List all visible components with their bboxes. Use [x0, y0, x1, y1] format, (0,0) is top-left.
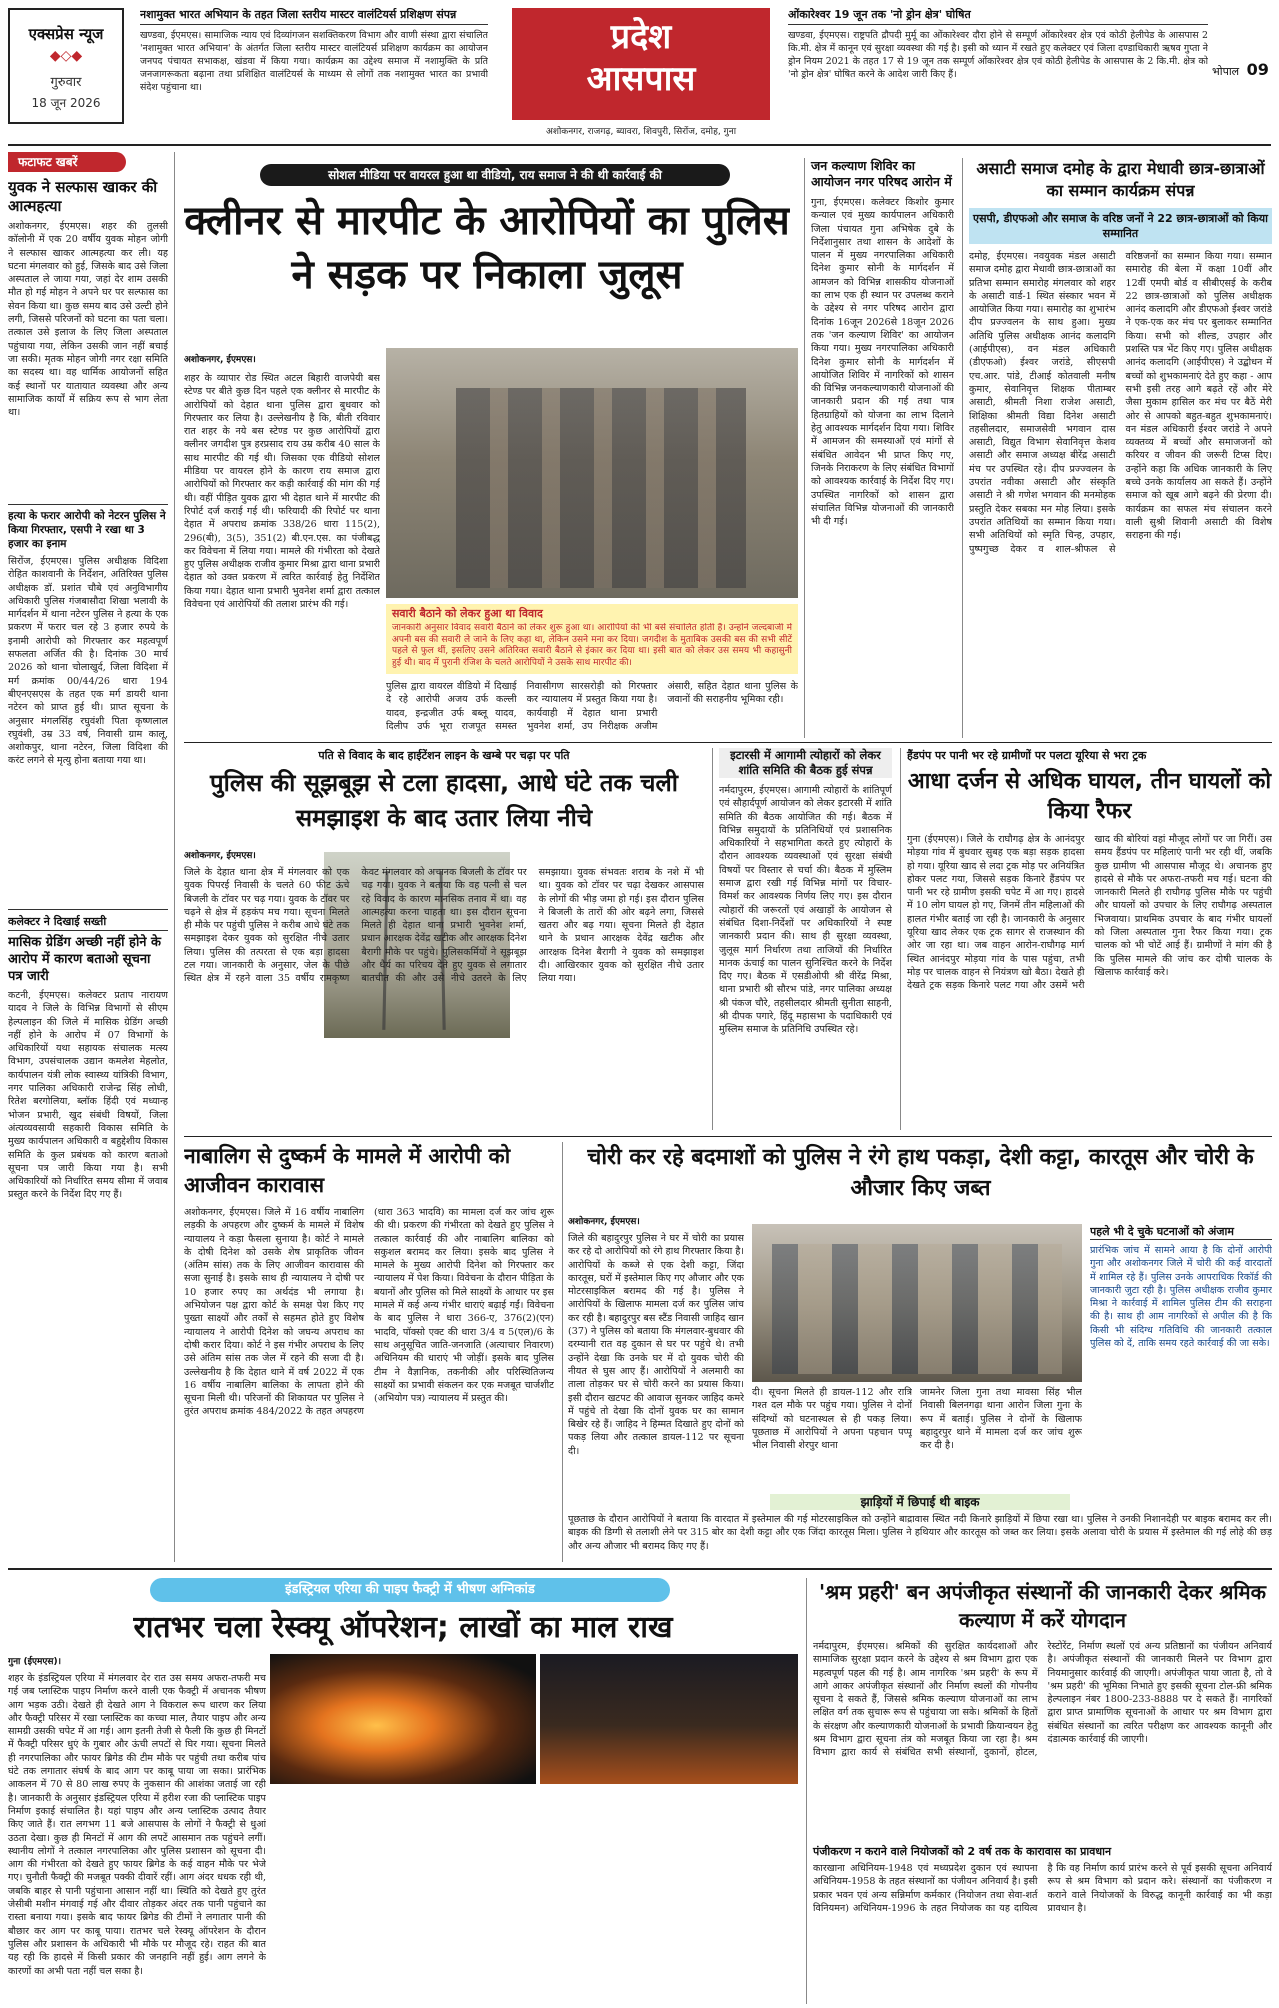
theft-headline: चोरी कर रहे बदमाशों को पुलिस ने रंगे हाथ पकड़ा, देशी कट्टा, कारतूस और चोरी के औजार किए जब्त: [587, 1145, 1254, 1201]
fire-photo2: [540, 1654, 798, 1784]
rape-case-body: अशोकनगर, ईएमएस। जिले में 16 वर्षीय नाबालिग लड़की के अपहरण और दुष्कर्म के मामले में विशेष न्यायालय ने कड़ा फैसला सुनाया है। कोर्ट ने मामले के दोषी दिनेश को उसके शेष प्राकृतिक जीवन (अंतिम सांस) तक के लिए आजीवन कारावास की सजा सुनाई है। इसके साथ ही न्यायालय ने दोषी पर 10 हजार रुपए का अर्थदंड भी लगाया है। अभियोजन पक्ष द्वारा कोर्ट के समक्ष पेश किए गए पुख्ता साक्ष्यों और तर्कों से सहमत होते हुए विशेष न्यायालय ने आरोपी दिनेश को जघन्य अपराध का दोषी करार दिया। कोर्ट ने इस गंभीर अपराध के लिए उसे अंतिम सांस तक जेल में रहने की सजा दी है। उल्लेखनीय है कि देहात थाने में वर्ष 2022 में एक 16 वर्षीय नाबालिग बालिका के लापता होने की सूचना मिली थी। परिजनों की शिकायत पर पुलिस ने तुरंत अपराध क्रमांक 484/2022 के तहत अपहरण (धारा 363 भादवि) का मामला दर्ज कर जांच शुरू की थी। प्रकरण की गंभीरता को देखते हुए पुलिस ने तत्काल कार्रवाई की और नाबालिग बालिका को सकुशल बरामद कर लिया। इसके बाद पुलिस ने मामले के मुख्य आरोपी दिनेश को गिरफ्तार कर न्यायालय में पेश किया। विवेचना के दौरान पीड़िता के बयानों और पुलिस को मिले साक्ष्यों के आधार पर इस मामले में कई अन्य गंभीर धाराएं बढ़ाई गईं। विवेचना के बाद पुलिस ने धारा 366-ए, 376(2)(एन) भादवि, पॉक्सो एक्ट की धारा 3/4 व 5(एल)/6 के साथ अनुसूचित जाति-जनजाति (अत्याचार निवारण) अधिनियम की धाराएं भी जोड़ीं। इसके बाद पुलिस टीम ने वैज्ञानिक, तकनीकी और परिस्थितिजन्य साक्ष्यों का प्रभावी संकलन कर एक मजबूत चार्जशीट (अभियोग पत्र) न्यायालय में प्रस्तुत की।: [184, 1207, 554, 1418]
shram-body: नर्मदापुरम, ईएमएस। श्रमिकों की सुरक्षित कार्यदशाओं और सामाजिक सुरक्षा प्रदान करने के उद्देश्य से श्रम विभाग द्वारा एक महत्वपूर्ण पहल की गई है। आम नागरिक 'श्रम प्रहरी' के रूप में आगे आकर अपंजीकृत संस्थानों और निर्माण स्थलों की गोपनीय सूचना दे सकते हैं, जिससे श्रमिक कल्याण योजनाओं का लाभ लक्षित वर्ग तक सुचारू रूप से पहुंचाया जा सके। श्रमिकों के हितों के संरक्षण और कल्याणकारी योजनाओं के प्रभावी क्रियान्वयन हेतु श्रम विभाग द्वारा सूचना तंत्र को मजबूत किया जा रहा है। श्रम विभाग द्वारा कार्य से संबंधित सभी संस्थानों, दुकानों, होटल, रेस्टोरेंट, निर्माण स्थलों एवं अन्य प्रतिष्ठानों का पंजीयन अनिवार्य है। अपंजीकृत संस्थानों की जानकारी मिलने पर विभाग द्वारा नियमानुसार कार्रवाई की जाएगी। अपंजीकृत पाया जाता है, तो वे 'श्रम प्रहरी' की भूमिका निभाते हुए इसकी सूचना टोल-फ्री श्रमिक हेल्पलाइन नंबर 1800-233-8888 पर दे सकते हैं। नागरिकों द्वारा प्राप्त प्रामाणिक सूचनाओं के आधार पर श्रम विभाग द्वारा संबंधित संस्थानों का त्वरित परीक्षण कर आवश्यक कानूनी और दंडात्मक कार्रवाई की जाएगी।: [813, 1641, 1272, 1759]
shram-headline: 'श्रम प्रहरी' बन अपंजीकृत संस्थानों की जानकारी देकर श्रमिक कल्याण में करें योगदान: [819, 1580, 1266, 1632]
section-label-quick-news: फटाफट खबरें: [8, 152, 126, 172]
asati-headline: असाटी समाज दमोह के द्वारा मेधावी छात्र-छात्राओं का सम्मान कार्यक्रम संपन्न: [976, 159, 1265, 200]
fire-body-col1: [8, 1672, 266, 2002]
theft-photo: [752, 1224, 1082, 1382]
masthead-left-box: [8, 8, 124, 124]
paper-name: एक्सप्रेस न्यूज: [28, 25, 104, 43]
page-number: 09: [1246, 60, 1269, 79]
lead-photo: [386, 348, 798, 598]
theft-side-body: प्रारंभिक जांच में सामने आया है कि दोनों आरोपी गुना और अशोकनगर जिले में चोरी की कई वारदातों में शामिल रहे हैं। पुलिस उनके आपराधिक रिकॉर्ड की जानकारी जुटा रही है। पुलिस अधीक्षक राजीव कुमार मिश्रा ने कार्रवाई में शामिल पुलिस टीम की सराहना की है। साथ ही आम नागरिकों से अपील की है कि किसी भी संदिग्ध गतिविधि की जानकारी तत्काल पुलिस को दें, ताकि समय रहते कार्रवाई की जा सके।: [1090, 1245, 1272, 1350]
fire-body: शहर के इंडस्ट्रियल एरिया में मंगलवार देर रात उस समय अफरा-तफरी मच गई जब प्लास्टिक पाइप निर्माण करने वाली एक फैक्ट्री में अचानक भीषण आग भड़क उठी। देखते ही देखते आग ने विकराल रूप धारण कर लिया और फैक्ट्री परिसर में रखा प्लास्टिक का कच्चा माल, तैयार पाइप और अन्य सामग्री उसकी चपेट में आ गई। आग इतनी तेजी से फैली कि कुछ ही मिनटों में फैक्ट्री परिसर धुएं के गुबार और ऊंची लपटों से घिर गया। सूचना मिलते ही नगरपालिका और फायर ब्रिगेड की टीम मौके पर पहुंची तथा करीब पांच घंटे तक लगातार संघर्ष के बाद आग पर काबू पाया जा सका। प्रारंभिक आकलन में 70 से 80 लाख रुपए के नुकसान की आशंका जताई जा रही है। जानकारी के अनुसार इंडस्ट्रियल एरिया में हरीश रजा की प्लास्टिक पाइप निर्माण इकाई संचालित है। यहां पाइप और अन्य प्लास्टिक उत्पाद तैयार किए जाते हैं। रात लगभग 11 बजे आसपास के लोगों ने फैक्ट्री से धुआं उठता देखा। कुछ ही मिनटों में आग की लपटें आसमान तक पहुंचने लगीं। स्थानीय लोगों ने तत्काल नगरपालिका और पुलिस प्रशासन को सूचना दी। आग की गंभीरता को देखते हुए फायर ब्रिगेड के कई वाहन मौके पर भेजे गए। चुनौती फैक्ट्री की मजबूत पक्की दीवारें रहीं। आग अंदर धधक रही थी, जबकि बाहर से पानी पहुंचाना आसान नहीं था। स्थिति को देखते हुए तुरंत जेसीबी मशीन मंगवाई गई और दीवार तोड़कर अंदर तक पानी पहुंचाने का रास्ता बनाया गया। इसके बाद फायर ब्रिगेड की टीमों ने लगातार पानी की बौछार कर आग पर काबू पाया। रातभर चले रेस्क्यू ऑपरेशन के दौरान पुलिस और प्रशासन के अधिकारी भी मौके पर मौजूद रहे। राहत की बात यह रही कि हादसे में किसी प्रकार की जनहानि नहीं हुई। आग लगने के कारणों का अभी पता नहीं चल सका है।: [8, 1673, 266, 1977]
section-rule: [184, 1136, 1272, 1137]
left-story3-label: कलेक्टर ने दिखाई सख्ती: [8, 914, 168, 931]
lead-dateline: अशोकनगर, ईएमएस।: [184, 355, 256, 365]
divider: [8, 909, 168, 910]
pole-kicker: पति से विवाद के बाद हाईटेंशन लाइन के खम्बे पर चढ़ा पर पति: [318, 749, 570, 762]
lead-kicker: सोशल मीडिया पर वायरल हुआ था वीडियो, राय समाज ने की थी कार्रवाई की: [260, 164, 730, 186]
theft-photo-caption: दी। सूचना मिलते ही डायल-112 और रात्रि गश्त दल मौके पर पहुंच गया। पुलिस ने दोनों संदिग्धों को घटनास्थल से ही पकड़ लिया। पूछताछ में आरोपियों ने अपना पहचान पप्पू भील निवासी शेरपुर थाना: [752, 1387, 912, 1452]
jan-kalyan-body: गुना, ईएमएस। कलेक्टर किशोर कुमार कन्याल एवं मुख्य कार्यपालन अधिकारी जिला पंचायत गुना अभिषेक दुबे के निर्देशानुसार तथा शासन के आदेशों के पालन में मुख्य नगरपालिका अधिकारी दिनेश कुमार सोनी के मार्गदर्शन में आमजन को विभिन्न शासकीय योजनाओं का लाभ एक ही स्थान पर उपलब्ध कराने के उद्देश्य से नगर परिषद आरोन द्वारा दिनांक 16जून 2026से 18जून 2026 तक 'जन कल्याण शिविर' का आयोजन किया गया। मुख्य नगरपालिका अधिकारी दिनेश कुमार सोनी के मार्गदर्शन में आयोजित शिविर में नागरिकों को शासन की विभिन्न जनकल्याणकारी योजनाओं की जानकारी प्रदान की गई तथा पात्र हितग्राहियों को योजना का लाभ दिलाने हेतु आवश्यक मार्गदर्शन दिया गया। शिविर में आमजन की समस्याओं एवं मांगों से संबंधित आवेदन भी प्राप्त किए गए, जिनके निराकरण के लिए संबंधित विभागों को आवश्यक कार्रवाई के निर्देश दिए गए। उपस्थित नागरिकों को शासन द्वारा संचालित विभिन्न योजनाओं की जानकारी भी दी गई।: [811, 197, 954, 528]
section-rule: [8, 1568, 1272, 1570]
pole-headline: पुलिस की सूझबूझ से टला हादसा, आधे घंटे तक चली समझाइश के बाद उतार लिया नीचे: [210, 769, 678, 832]
section-banner: [512, 8, 770, 120]
shram-penalty-headline: पंजीकरण न कराने वाले नियोजकों को 2 वर्ष तक के कारावास का प्रावधान: [813, 1845, 1112, 1858]
top-right-headline: ओंकारेश्वर 19 जून तक 'नो ड्रोन क्षेत्र' घोषित: [788, 8, 1208, 25]
top-right-body: खण्डवा, ईएमएस। राष्ट्रपति द्रौपदी मुर्मू का ओंकारेश्वर दौरा होने से सम्पूर्ण ओंकारेश्वर क्षेत्र एवं कोठी हेलीपेड के आसपास 2 कि.मी. क्षेत्र में कानून एवं सुरक्षा व्यवस्था की गई है। इसी को ध्यान में रखते हुए कलेक्टर एवं जिला दण्डाधिकारी ऋषव गुप्ता ने ड्रोन नियम 2021 के तहत 17 से 19 जून तक सम्पूर्ण ओंकारेश्वर क्षेत्र एवं कोठी हेलीपेड के आसपास के 2 कि.मी. क्षेत्र को 'नो ड्रोन क्षेत्र' घोषित करने के आदेश जारी किए हैं।: [788, 30, 1208, 80]
lead-caption-body: जानकारी अनुसार विवाद सवारी बैठाने को लेकर शुरू हुआ था। आरोपियों की भी बसें संचालित होती हैं। उन्होंने जल्दबाजी में अपनी बस की सवारी ले जाने के लिए कहा था, लेकिन उसने मना कर दिया। जगदीश के मुताबिक उसकी बस की सभी सीटें पहले से फुल थीं, इसलिए उसने अतिरिक्त सवारी बैठाने से इंकार कर दिया था। इसी बात को लेकर उस समय भी कहासुनी हुई थी। बाद में पुरानी रंजिश के चलते आरोपियों ने उसके साथ मारपीट की।: [392, 623, 792, 668]
fire-photo: [270, 1654, 536, 1784]
top-right-story: [788, 8, 1208, 124]
left-column: [8, 152, 168, 1562]
section-title-line2: आसपास: [586, 59, 696, 99]
handpump-kicker: हैंडपंप पर पानी भर रहे ग्रामीणों पर पलटा यूरिया से भरा ट्रक: [907, 749, 1147, 762]
photo-figures: [772, 1244, 1062, 1374]
city: भोपाल: [1212, 65, 1240, 78]
theft-bottom-box: [568, 1494, 1272, 1560]
pole-dateline: अशोकनगर, ईएमएस।: [184, 851, 256, 861]
handpump-body: गुना (ईएमएस)। जिले के राघौगढ़ क्षेत्र के आनंदपुर मोड़या गांव में बुधवार सुबह एक बड़ा सड़क हादसा हो गया। यूरिया खाद से लदा ट्रक मोड़ पर अनियंत्रित होकर पलट गया, जिससे सड़क किनारे हैंडपंप पर पानी भर रहे ग्रामीण इसकी चपेट में आ गए। हादसे में 10 लोग घायल हो गए, जिनमें तीन महिलाओं की हालत गंभीर बताई जा रही है। जानकारी के अनुसार यूरिया खाद लेकर एक ट्रक सागर से राजस्थान की ओर जा रहा था। जब वाहन आरोन-राघौगढ़ मार्ग स्थित आनंदपुर मोड़या गांव के पास पहुंचा, तभी मोड़ पर चालक वाहन से नियंत्रण खो बैठा। देखते ही देखते ट्रक सड़क किनारे पलट गया और उसमें भरी खाद की बोरियां वहां मौजूद लोगों पर जा गिरीं। उस समय हैंडपंप पर महिलाएं पानी भर रही थीं, जबकि कुछ ग्रामीण भी आसपास मौजूद थे। अचानक हुए हादसे से मौके पर अफरा-तफरी मच गई। घटना की जानकारी मिलते ही राघौगढ़ पुलिस मौके पर पहुंची और घायलों को उपचार के लिए राघौगढ़ अस्पताल भिजवाया। प्राथमिक उपचार के बाद गंभीर घायलों को जिला अस्पताल गुना रैफर किया गया। ट्रक चालक को भी चोटें आई हैं। ग्रामीणों ने मांग की है कि पुलिस मामले की जांच कर दोषी चालक के खिलाफ कार्रवाई करे।: [907, 834, 1272, 992]
left-story1-headline: युवक ने सल्फास खाकर की आत्महत्या: [8, 178, 158, 215]
page-info: [1212, 60, 1274, 86]
lead-caption-headline: सवारी बैठाने को लेकर हुआ था विवाद: [392, 607, 543, 620]
top-left-story: [140, 8, 488, 124]
photo-figures: [456, 388, 746, 588]
left-column-rule: [174, 152, 175, 1562]
handpump-headline: आधा दर्जन से अधिक घायल, तीन घायलों को किया रैफर: [907, 769, 1272, 824]
left-story3-body: कटनी, ईएमएस। कलेक्टर प्रताप नारायण यादव ने जिले के विभिन्न विभागों से सीएम हेल्पलाइन की जिले में मासिक ग्रेडिंग अच्छी नहीं होने के आरोप में 07 विभागों के अधिकारियों यथा सहायक संचालक मत्स्य विभाग, उपसंचालक उद्यान कमलेश मेहलोत, कार्यपालन यंत्री लोक स्वास्थ्य यांत्रिकी विभाग, नगर पालिका अधिकारी राजेन्द्र सिंह लोधी, रितेश बरगोलिया, ब्लॉक हिंदी एवं मध्यान्ह भोजन प्रभारी, खुद संबंधी विषयों, जिला अंत्यव्यवसायी सहकारी विकास समिति के मुख्य कार्यपालन अधिकारी व बहुद्देशीय विकास समिति के कुल प्रबंधक को कारण बताओ सूचना पत्र जारी किया गया है। सभी अधिकारियों को निर्धारित समय सीमा में जवाब प्रस्तुत करने के निर्देश दिए गए हैं।: [8, 990, 168, 1201]
theft-side-box: [1090, 1224, 1272, 1490]
lead-headline: क्लीनर से मारपीट के आरोपियों का पुलिस ने सड़क पर निकाला जुलूस: [184, 198, 790, 298]
jan-kalyan-headline: जन कल्याण शिविर का आयोजन नगर परिषद आरोन में: [811, 158, 952, 189]
theft-box-body: पूछताछ के दौरान आरोपियों ने बताया कि वारदात में इस्तेमाल की गई मोटरसाइकिल को उन्होंने बाद्रावास स्थित नदी किनारे झाड़ियों में छिपा रखा था। पुलिस ने उनकी निशानदेही पर बाइक बरामद कर ली। बाइक की डिग्गी से तलाशी लेने पर 315 बोर का देशी कट्टा और एक जिंदा कारतूस मिला। पुलिस ने हथियार और कारतूस को जब्त कर लिया। इसके अलावा चोरी के प्रयास में इस्तेमाल की गई लोहे की छड़ और अन्य औजार भी बरामद किए गए हैं।: [568, 1514, 1272, 1552]
section-title-line1: प्रदेश: [610, 17, 672, 57]
shram-story: [806, 1578, 1272, 2004]
fire-headline: रातभर चला रेस्क्यू ऑपरेशन; लाखों का माल राख: [133, 1610, 673, 1645]
date: 18 जून 2026: [31, 96, 101, 110]
masthead-rule: [8, 144, 1271, 146]
left-story1-body: अशोकनगर, ईएमएस। शहर की तुलसी कॉलोनी में एक 20 वर्षीय युवक मोहन जोगी ने सल्फास खाकर आत्महत्या कर ली। यह घटना मंगलवार को हुई, जिसके बाद उसे जिला अस्पताल ले जाया गया, जहां देर शाम उसकी मौत हो गई मोहन ने अपने घर पर सल्फास का सेवन किया था। कुछ समय बाद उसे उल्टी होने लगी, जिससे परिजनों को घटना का पता चला। तत्काल उसे इलाज के लिए जिला अस्पताल पहुंचाया गया, लेकिन उसकी जान नहीं बचाई जा सकी। मृतक मोहन जोगी नगर रक्षा समिति का सदस्य था। वह धार्मिक आयोजनों सहित कई स्थानों पर यातायात व्यवस्था और अन्य सामाजिक कार्यों में सक्रिय रूप से भाग लेता था।: [8, 221, 168, 419]
asati-body: दमोह, ईएमएस। नवयुवक मंडल असाटी समाज दमोह द्वारा मेधावी छात्र-छात्राओं का प्रतिभा सम्मान समारोह मंगलवार को शहर के असाटी वार्ड-1 स्थित संस्कार भवन में आयोजित किया गया। समारोह का शुभारंभ दीप प्रज्ज्वलन के साथ हुआ। मुख्य अतिथि पुलिस अधीक्षक आनंद कलादगि (आईपीएस), वन मंडल अधिकारी (डीएफओ) ईश्वर जरांडे, सीएसपी एच.आर. पांडे, टीआई कोतवाली मनीष कुमार, सेवानिवृत्त शिक्षक पीताम्बर असाटी, श्रीमती निशा राजेश असाटी, शिक्षिका श्रीमती विद्या दिनेश असाटी तहसीलदार, समाजसेवी भगवान दास असाटी, विद्युत विभाग सेवानिवृत्त केशव असाटी और समाज अध्यक्ष बीरेंद्र असाटी मंच पर उपस्थित रहे। दीप प्रज्ज्वलन के उपरांत नवीका असाटी और संस्कृति असाटी ने श्री गणेश भगवान की मनमोहक प्रस्तुति देकर सबका मन मोह लिया। इसके उपरांत अतिथियों का सम्मान किया गया। सभी अतिथियों को स्मृति चिन्ह, उपहार, पुष्पगुच्छ देकर व शाल-श्रीफल से वरिष्ठजनों का सम्मान किया गया। सम्मान समारोह की बेला में कक्षा 10वीं और 12वीं एमपी बोर्ड व सीबीएसई के करीब 22 छात्र-छात्राओं को पुलिस अधीक्षक आनंद कलादगि और डीएफओ ईश्वर जरांडे ने एक-एक कर मंच पर बुलाकर सम्मानित किया। सभी को शील्ड, उपहार और प्रशस्ति पत्र भेंट किए गए। पुलिस अधीक्षक आनंद कलादगि (आईपीएस) ने उद्बोधन में बच्चों को शुभकामनाएं देते हुए कहा - आप सभी इसी तरह आगे बढ़ते रहें और मेरे जैसा मुकाम हासिल कर मंच पर बैठें मेरी ओर से आपको बहुत-बहुत शुभकामनाएं। वन मंडल अधिकारी ईश्वर जरांडे ने अपने व्यक्तव्य में बच्चों और समाजजनों को करियर व जीवन की जरूरी टिप्स दिए। उन्होंने कहा कि अधिक जानकारी के लिए बच्चे उनके कार्यालय आ सकते हैं। उन्होंने समाज को खूब आगे बढ़ने की प्रेरणा दी। कार्यक्रम का सफल मंच संचालन करने वाली सुश्री शिवानी असाटी की विशेष सराहना की गई।: [969, 251, 1272, 555]
lead-bottom-body: पुलिस द्वारा वायरल वीडियो में दिखाई दे रहे आरोपी अजय उर्फ कल्ली यादव, इन्द्रजीत उर्फ बब्लू यादव, दिलीप उर्फ भूरा राजपूत समस्त निवासीगण सारसरोड़ी को गिरफ्तार कर न्यायालय में प्रस्तुत किया गया है। कार्यवाही में देहात थाना प्रभारी भुवनेश शर्मा, उप निरीक्षक अजीम अंसारी, सहित देहात थाना पुलिस के जवानों की सराहनीय भूमिका रही।: [386, 681, 798, 732]
day: गुरुवार: [50, 75, 82, 90]
top-left-headline: नशामुक्त भारत अभियान के तहत जिला स्तरीय मास्टर वालंटियर्स प्रशिक्षण संपन्न: [140, 8, 488, 25]
asati-subheadline: एसपी, डीएफओ और समाज के वरिष्ठ जनों ने 22 छात्र-छात्राओं को किया सम्मानित: [969, 208, 1272, 244]
pole-body: जिले के देहात थाना क्षेत्र में मंगलवार को एक युवक पिपरई निवासी के चलते 60 फीट ऊंचे बिजली के टॉवर पर चढ़ गया। युवक के टॉवर पर चढ़ने से क्षेत्र में हड़कंप मच गया। सूचना मिलते ही मौके पर पहुंची पुलिस ने करीब आधे घंटे तक समझाइश देकर युवक को सुरक्षित नीचे उतार लिया। पुलिस की तत्परता से एक बड़ा हादसा टल गया। जानकारी के अनुसार, जेल के पीछे स्थित क्षेत्र में रहने वाला 35 वर्षीय रामकृष्ण केवट मंगलवार को अचानक बिजली के टॉवर पर चढ़ गया। युवक ने बताया कि वह पत्नी से चल रहे विवाद के कारण मानसिक तनाव में था। वह आत्महत्या करना चाहता था। इस दौरान सूचना मिलते ही देहात थाना प्रभारी भुवनेश शर्मा, प्रधान आरक्षक देवेंद्र खटीक और आरक्षक दिनेश बैरागी मौके पर पहुंचे। पुलिसकर्मियों ने सूझबूझ और धैर्य का परिचय देते हुए युवक से लगातार बातचीत की और उसे नीचे उतरने के लिए समझाया। युवक संभवतः शराब के नशे में भी था। युवक को टॉवर पर चढ़ा देखकर आसपास के लोगों की भीड़ जमा हो गई। इस दौरान पुलिस ने बिजली के तारों की ओर बढ़ने लगा, जिससे खतरा और बढ़ गया। सूचना मिलते ही देहात थाने के प्रधान आरक्षक देवेंद्र खटीक और आरक्षक दिनेश बैरागी ने युवक को समझाइश दी। आखिरकार युवक को सुरक्षित नीचे उतार लिया गया।: [184, 867, 704, 985]
itarsi-headline: इटारसी में आगामी त्योहारों को लेकर शांति समिति की बैठक हुई संपन्न: [719, 748, 892, 778]
lead-body: शहर के व्यापार रोड स्थित अटल बिहारी वाजपेयी बस स्टेण्ड पर बीते कुछ दिन पहले एक क्लीनर से मारपीट के आरोपियों को देहात थाना पुलिस द्वारा बुधवार को गिरफ्तार कर लिया है। उल्लेखनीय है कि, बीती रविवार रात शहर के नये बस स्टेण्ड पर कुछ आरोपियों द्वारा क्लीनर जगदीश पुत्र हरप्रसाद राय उम्र करीब 40 साल के साथ मारपीट की गई थी। जिसका एक वीडियो सोशल मीडिया पर वायरल होने के कारण राय समाज द्वारा आरोपियों को गिरफ्तार कर कड़ी कार्रवाई की मांग की गई थी। वहीं पीड़ित युवक द्वारा भी देहात थाने में मारपीट की रिपोर्ट दर्ज कराई गई थी। फरियादी की रिपोर्ट पर थाना देहात में अपराध क्रमांक 338/26 धारा 115(2), 296(बी), 3(5), 351(2) बी.एन.एस. का पंजीबद्ध कर विवेचना में लिया गया। मामले की गंभीरता को देखते हुए पुलिस अधीक्षक राजीव कुमार मिश्रा द्वारा थाना प्रभारी देहात को उक्त प्रकरण में त्वरित कार्रवाई हेतु निर्देशित किया गया। देहात थाना प्रभारी भुवनेश शर्मा द्वारा तत्काल विवेचना एवं आरोपियों की तलाश प्रारंभ की गई।: [184, 373, 380, 611]
ornament-icon: ◆◇◆: [49, 48, 83, 64]
divider: [8, 504, 168, 505]
section-rule: [184, 742, 1272, 743]
fire-kicker: इंडस्ट्रियल एरिया की पाइप फैक्ट्री में भीषण अग्निकांड: [150, 1578, 670, 1602]
itarsi-body: नर्मदापुरम, ईएमएस। आगामी त्योहारों के शांतिपूर्ण एवं सौहार्दपूर्ण आयोजन को लेकर इटारसी में शांति समिति की बैठक आयोजित की गई। बैठक में विभिन्न समुदायों के प्रतिनिधियों एवं प्रशासनिक अधिकारियों ने सहभागिता करते हुए त्योहारों के दौरान आवश्यक व्यवस्थाओं एवं सुरक्षा संबंधी विषयों पर विस्तार से चर्चा की। बैठक में मुस्लिम समाज द्वारा रखी गई विभिन्न मांगों पर विचार-विमर्श कर आवश्यक निर्णय लिए गए। इस दौरान त्योहारों की जरूरतों एवं अखाड़ों के आयोजन से संबंधित दिशा-निर्देशों पर अधिकारियों ने स्पष्ट जानकारी प्रदान की। साथ ही सुरक्षा व्यवस्था, जुलूस मार्ग निर्धारण तथा ताजियों की निर्धारित मानक ऊंचाई का पालन सुनिश्चित करने के निर्देश दिए गए। बैठक में एसडीओपी श्री वीरेंद्र मिश्रा, थाना प्रभारी श्री सौरभ पांडे, नगर पालिका अध्यक्ष श्री पंकज चौरे, तहसीलदार श्रीमती सुनीता साहनी, श्री दीपक पगारे, हिंदू महासभा के पदाधिकारी एवं मुस्लिम समाज के प्रतिनिधि उपस्थित रहे।: [719, 785, 892, 1036]
rape-case-story: [184, 1142, 554, 1562]
left-story2-headline: हत्या के फरार आरोपी को नेटरन पुलिस ने किया गिरफ्तार, एसपी ने रखा था 3 हजार का इनाम: [8, 510, 166, 550]
jan-kalyan-story: [804, 158, 954, 738]
shram-penalty-body: कारखाना अधिनियम-1948 एवं मध्यप्रदेश दुकान एवं स्थापना अधिनियम-1958 के तहत संस्थानों का पंजीयन अनिवार्य है। इसी प्रकार भवन एवं अन्य सन्निर्माण कर्मकार (नियोजन तथा सेवा-शर्त विनियमन) अधिनियम-1996 के तहत नियोजक का यह दायित्व है कि वह निर्माण कार्य प्रारंभ करने से पूर्व इसकी सूचना अनिवार्य रूप से श्रम विभाग को प्रदान करे। संस्थानों का पंजीकरण न कराने वाले नियोजकों के विरुद्ध कानूनी कार्रवाई का भी कड़ा प्रावधान है।: [813, 1863, 1272, 1914]
top-left-body: खण्डवा, ईएमएस। सामाजिक न्याय एवं दिव्यांगजन सशक्तिकरण विभाग और वाणी संस्था द्वारा संचालित 'नशामुक्त भारत अभियान' के अंतर्गत जिला स्तरीय मास्टर वालंटियर्स प्रशिक्षण कार्यक्रम का आयोजन जनपद पंचायत सभाकक्ष, खंडवा में किया गया। कार्यक्रम का उद्देश्य समाज में नशामुक्ति के प्रति जनजागरूकता बढ़ाना तथा प्रशिक्षित वालंटियर्स के माध्यम से लोगों तक नशामुक्त भारत का प्रभावी संदेश पहुंचाना था।: [140, 30, 488, 93]
handpump-story: [900, 748, 1272, 1130]
districts-strip: अशोकनगर, राजगढ़, ब्यावरा, शिवपुरी, सिरोंज, दमोह, गुना: [545, 127, 737, 137]
theft-photo-caption2: जामनेर जिला गुना तथा मावसा सिंह भील निवासी बिलनगढ़ा थाना आरोन जिला गुना के रूप में बताई। पुलिस ने दोनों के खिलाफ बहादुरपुर थाने में मामला दर्ज कर जांच शुरू कर दी है।: [920, 1387, 1082, 1452]
theft-side-headline: पहले भी दे चुके घटनाओं को अंजाम: [1090, 1224, 1272, 1240]
rape-case-headline: नाबालिग से दुष्कर्म के मामले में आरोपी को आजीवन कारावास: [184, 1144, 511, 1197]
left-story3-headline: मासिक ग्रेडिंग अच्छी नहीं होने के आरोप में कारण बताओ सूचना पत्र जारी: [8, 935, 162, 984]
theft-box-headline: झाड़ियों में छिपाई थी बाइक: [770, 1494, 1070, 1510]
lead-caption-box: [386, 604, 798, 674]
left-story2-body: सिरोंज, ईएमएस। पुलिस अधीक्षक विदिशा रोहित काशवानी के निर्देशन, अतिरिक्त पुलिस अधीक्षक डॉ. प्रशांत चौबे एवं अनुविभागीय अधिकारी पुलिस गंजबासौदा शिखा भलावी के मार्गदर्शन में थाना नटेरन पुलिस ने हत्या के एक प्रकरण में फरार चल रहे 3 हजार रुपये के इनामी आरोपी को गिरफ्तार कर महत्वपूर्ण सफलता अर्जित की है। दिनांक 30 मार्च 2026 को थाना चोलाखुर्द, जिला विदिशा में मर्ग क्रमांक 00/44/26 धारा 194 बीएनएसएस के तहत एक मर्ग डायरी थाना नटेरन को प्राप्त हुई थी। प्राप्त सूचना के अनुसार मंगलसिंह रघुवंशी पिता कृष्णलाल रघुवंशी, उम्र 33 वर्ष, निवासी ग्राम कालू, अशोकपुर, थाना नटेरन, जिला विदिशा की करंट लगने से मृत्यु होना बताया गया था।: [8, 556, 168, 767]
theft-body: जिले की बहादुरपुर पुलिस ने घर में चोरी का प्रयास कर रहे दो आरोपियों को रंगे हाथ गिरफ्तार किया है। आरोपियों के कब्जे से एक देशी कट्टा, जिंदा कारतूस, घरों में इस्तेमाल किए गए औजार और एक मोटरसाइकिल बरामद की गई है। पुलिस ने आरोपियों के खिलाफ मामला दर्ज कर पुलिस जांच कर रही है। बहादुरपुर बस स्टैंड निवासी जाहिद खान (37) ने पुलिस को बताया कि मंगलवार-बुधवार की दरम्यानी रात वह दुकान से घर पर पहुंचे थे। तभी उन्होंने देखा कि उनके घर में दो युवक चोरी की नीयत से घुस आए हैं। आरोपियों ने अलमारी का ताला तोड़कर घर से चोरी करने का प्रयास किया। इसी दौरान खटपट की आवाज सुनकर जाहिद कमरे में पहुंचे तो देखा कि दोनों युवक घर का सामान बिखेर रहे हैं। जाहिद ने हिम्मत दिखाते हुए दोनों को पकड़ लिया और तत्काल डायल-112 पर सूचना दी।: [568, 1233, 744, 1457]
asati-story: [962, 158, 1272, 738]
theft-dateline: अशोकनगर, ईएमएस।: [568, 1217, 640, 1227]
fire-dateline: गुना (ईएमएस)।: [8, 1657, 62, 1667]
itarsi-story: [712, 748, 892, 1130]
